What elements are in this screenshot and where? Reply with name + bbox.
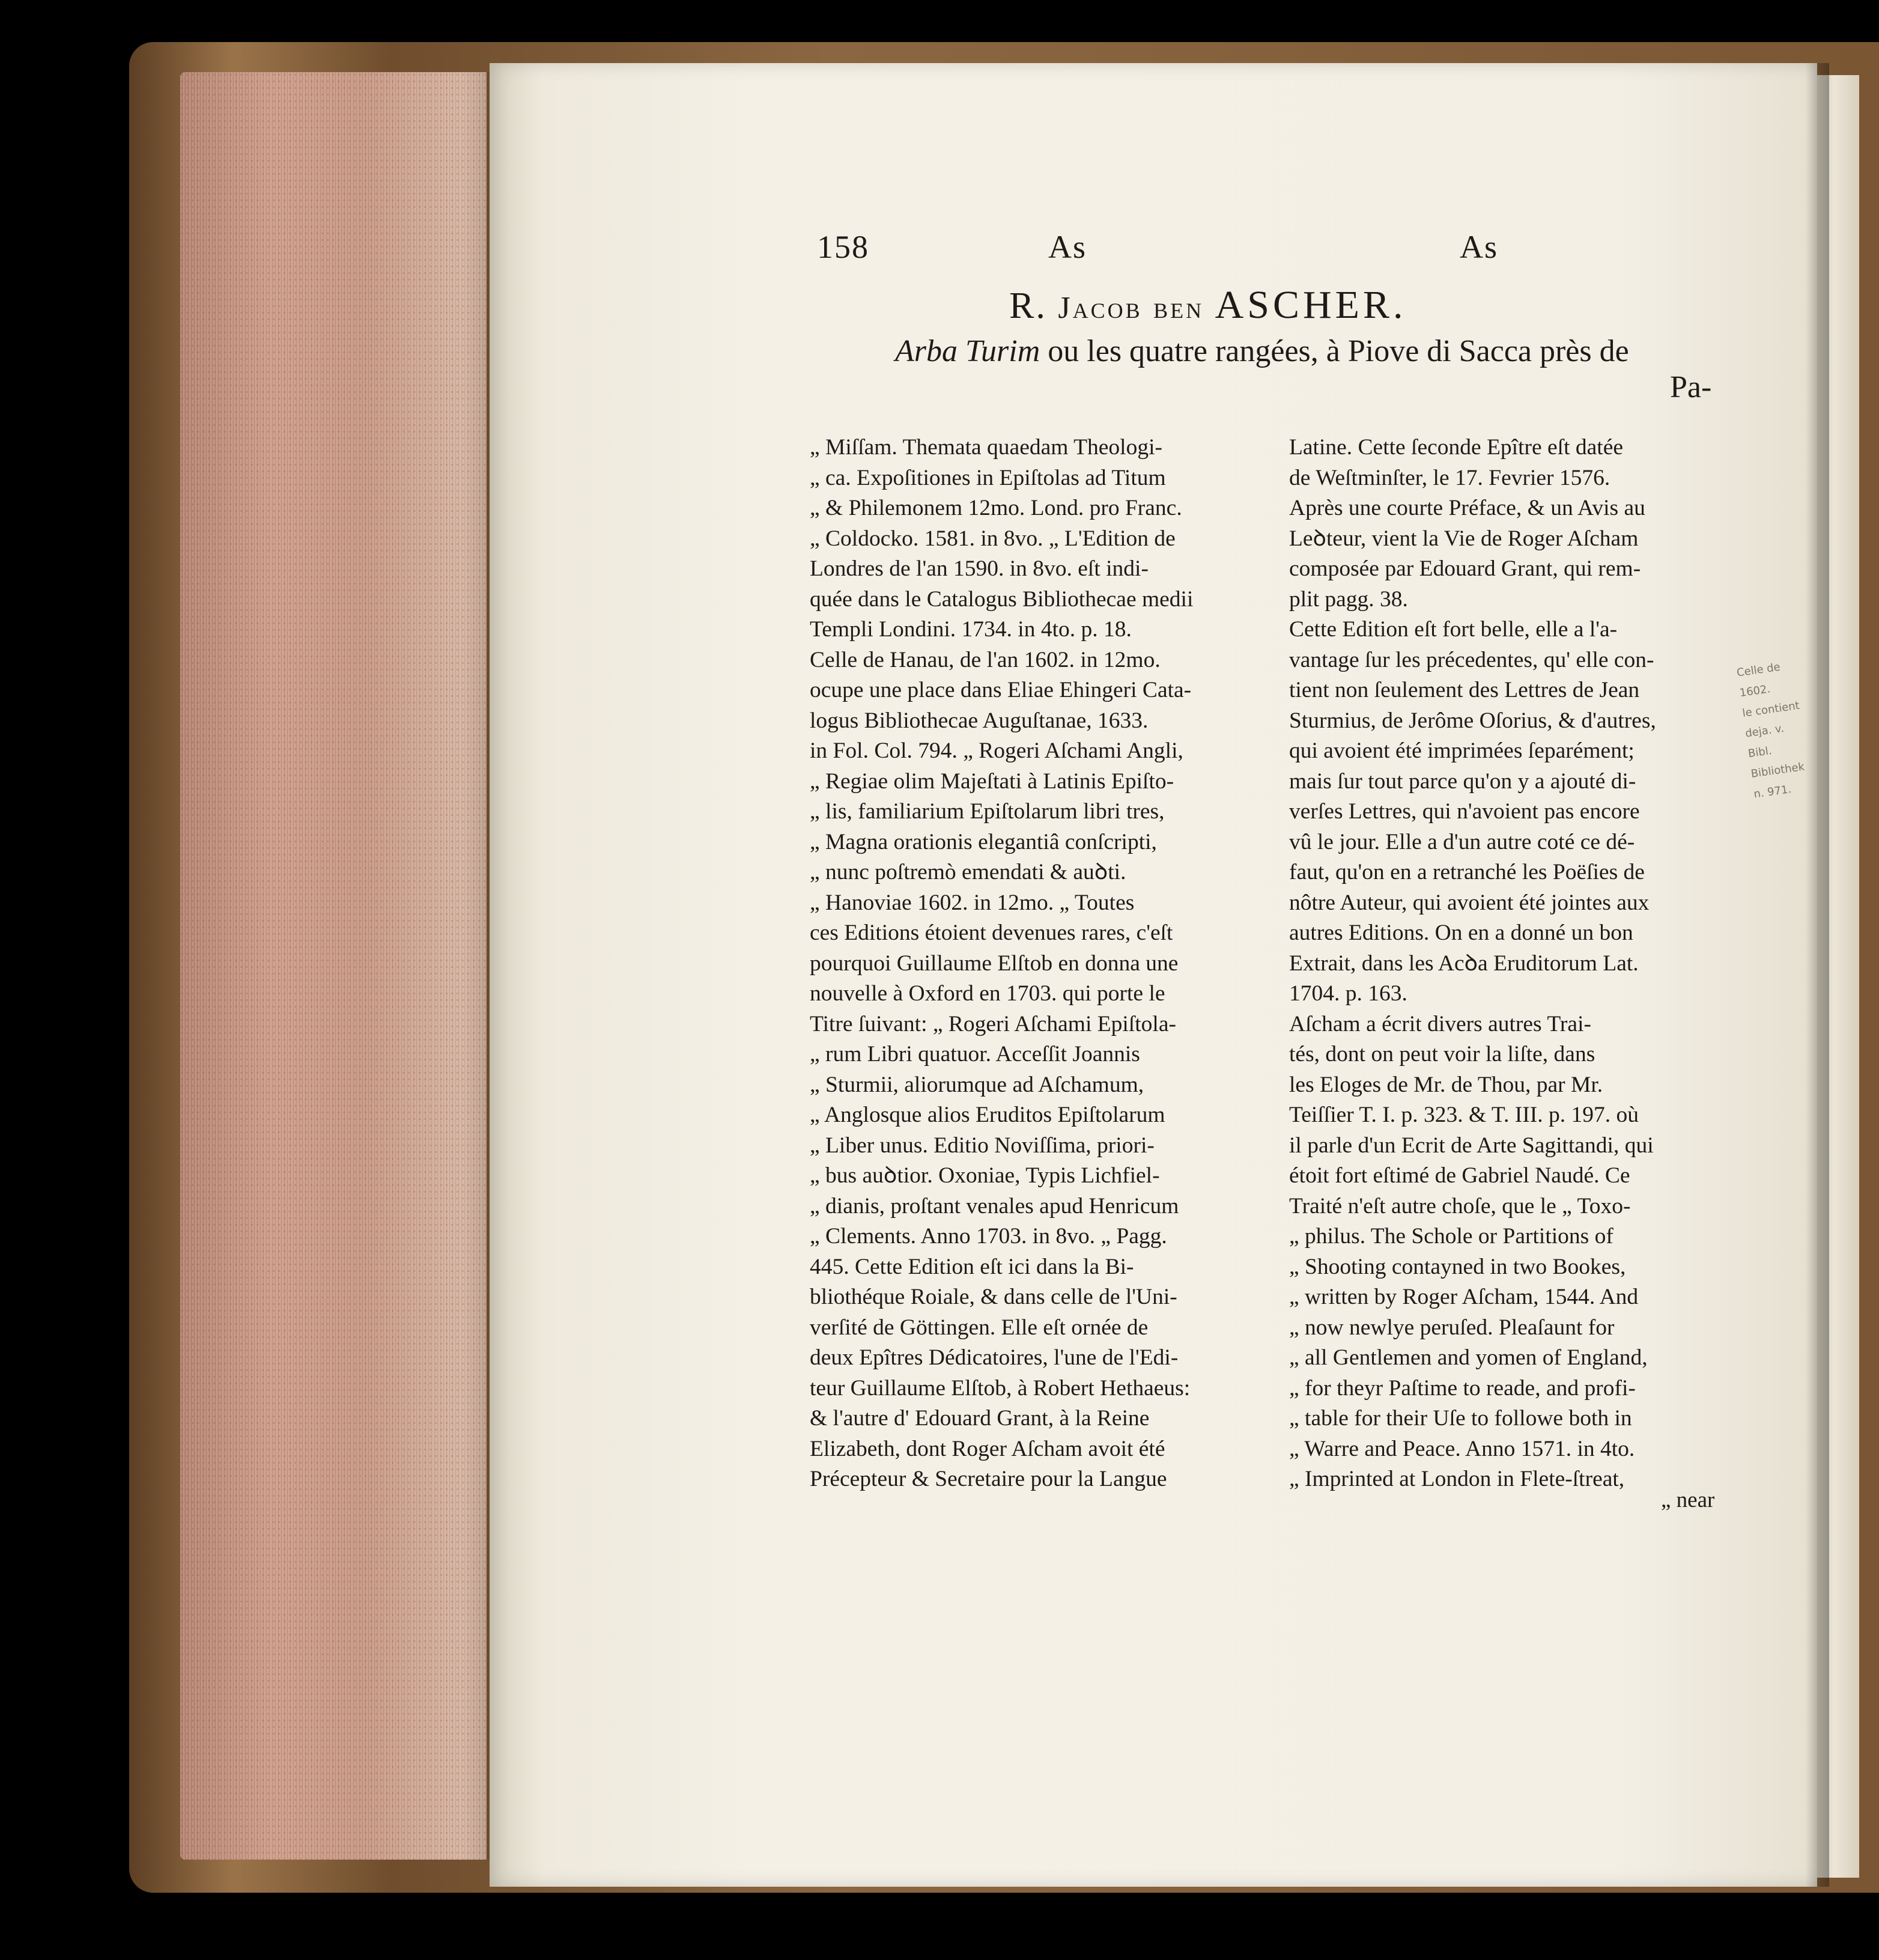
text-line: verſité de Göttingen. Elle eſt ornée de — [810, 1315, 1149, 1340]
text-line: plit pagg. 38. — [1289, 586, 1408, 612]
text-line: autres Editions. On en a donné un bon — [1289, 921, 1633, 945]
text-line: Leꝺteur, vient la Vie de Roger Aſcham — [1289, 526, 1639, 551]
text-line: „ lis, familiarium Epiſtolarum libri tres, — [810, 799, 1165, 824]
text-line: ocupe une place dans Eliae Ehingeri Cata- — [810, 678, 1192, 702]
text-line: nôtre Auteur, qui avoient été jointes aux — [1289, 890, 1650, 915]
text-line: bliothéque Roiale, & dans celle de l'Uni- — [810, 1285, 1177, 1309]
text-line: Londres de l'an 1590. in 8vo. eſt indi- — [810, 556, 1149, 581]
page-gutter-shadow — [1805, 63, 1829, 1887]
text-line: „ all Gentlemen and yomen of England, — [1289, 1345, 1648, 1370]
text-line: „ written by Roger Aſcham, 1544. And — [1289, 1285, 1639, 1309]
text-line: il parle d'un Ecrit de Arte Sagittandi, qui — [1289, 1133, 1654, 1158]
text-line: Titre ſuivant: „ Rogeri Aſchami Epiſtola- — [810, 1011, 1176, 1036]
text-line: Templi Londini. 1734. in 4to. p. 18. — [810, 617, 1132, 642]
page-edges — [180, 72, 487, 1860]
text-line: „ Hanoviae 1602. in 12mo. „ Toutes — [810, 890, 1135, 915]
text-line: „ philus. The Schole or Partitions of — [1289, 1224, 1613, 1249]
entry-heading — [1009, 282, 1610, 328]
text-line: 445. Cette Edition eſt ici dans la Bi- — [810, 1254, 1134, 1279]
text-line: „ rum Libri quatuor. Acceſſit Joannis — [810, 1042, 1140, 1067]
text-line: ces Editions étoient devenues rares, c'eſt — [810, 921, 1173, 945]
text-line: „ nunc poſtremò emendati & auꝺti. — [810, 860, 1126, 884]
text-line: tés, dont on peut voir la liſte, dans — [1289, 1042, 1595, 1067]
text-line: „ Miſſam. Themata quaedam Theologi- — [810, 435, 1162, 460]
text-line: „ Shooting contayned in two Bookes, — [1289, 1254, 1626, 1279]
text-line: „ bus auꝺtior. Oxoniae, Typis Lichfiel- — [810, 1163, 1160, 1188]
text-line: teur Guillaume Elſtob, à Robert Hethaeus: — [810, 1375, 1191, 1401]
text-line: faut, qu'on en a retranché les Poëſies de — [1289, 860, 1645, 884]
margin-note-line: n. 971. — [1753, 783, 1792, 801]
running-head — [0, 228, 1879, 276]
margin-note-line: Celle de 1602. — [1735, 660, 1781, 700]
text-line: vû le jour. Elle a d'un autre coté ce dé- — [1289, 829, 1635, 854]
margin-note-line: le contient — [1741, 699, 1800, 720]
text-line: Celle de Hanau, de l'an 1602. in 12mo. — [810, 647, 1161, 672]
page-number: 158 — [817, 229, 869, 265]
heading-surname: ASCHER. — [1215, 283, 1407, 327]
text-line: Précepteur & Secretaire pour la Langue — [810, 1467, 1167, 1491]
right-text-column — [1289, 433, 1737, 1495]
text-line: nouvelle à Oxford en 1703. qui porte le — [810, 981, 1165, 1006]
text-line: „ now newlye peruſed. Pleaſaunt for — [1289, 1315, 1615, 1340]
text-line: qui avoient été imprimées ſeparément; — [1289, 738, 1635, 763]
text-line: Après une courte Préface, & un Avis au — [1289, 496, 1645, 520]
text-line: quée dans le Catalogus Bibliothecae medii — [810, 586, 1194, 612]
text-line: „ ca. Expoſitiones in Epiſtolas ad Titum — [810, 465, 1166, 490]
text-line: deux Epîtres Dédicatoires, l'une de l'Edi- — [810, 1345, 1179, 1370]
text-line: „ Warre and Peace. Anno 1571. in 4to. — [1289, 1436, 1635, 1461]
text-line: tient non ſeulement des Lettres de Jean — [1289, 678, 1640, 702]
book-title-line — [895, 333, 1742, 369]
running-head-right: As — [1460, 229, 1499, 265]
title-continuation: Pa- — [1670, 370, 1712, 404]
text-line: les Eloges de Mr. de Thou, par Mr. — [1289, 1072, 1603, 1097]
text-line: Traité n'eſt autre choſe, que le „ Toxo- — [1289, 1193, 1631, 1219]
text-line: Latine. Cette ſeconde Epître eſt datée — [1289, 435, 1623, 460]
text-line: „ & Philemonem 12mo. Lond. pro Franc. — [810, 496, 1182, 520]
title-italic: Arba Turim — [895, 334, 1040, 368]
text-line: mais ſur tout parce qu'on y a ajouté di- — [1289, 768, 1636, 794]
margin-note-line: deja. v. Bibl. — [1744, 722, 1785, 761]
text-line: „ table for their Uſe to followe both in — [1289, 1406, 1632, 1431]
margin-note-line: Bibliothek — [1750, 760, 1806, 781]
text-line: „ Imprinted at London in Flete-ſtreat, — [1289, 1467, 1625, 1491]
heading-particle: ben — [1153, 291, 1204, 325]
text-line: composée par Edouard Grant, qui rem- — [1289, 556, 1641, 581]
text-line: Elizabeth, dont Roger Aſcham avoit été — [810, 1436, 1165, 1461]
text-line: „ Anglosque alios Eruditos Epiſtolarum — [810, 1103, 1165, 1127]
running-head-left: As — [1048, 229, 1087, 265]
text-line: „ for theyr Paſtime to reade, and profi- — [1289, 1375, 1636, 1401]
text-line: Sturmius, de Jerôme Oſorius, & d'autres, — [1289, 708, 1656, 733]
text-line: „ dianis, proſtant venales apud Henricum — [810, 1193, 1179, 1219]
text-line: vantage ſur les précedentes, qu' elle con- — [1289, 647, 1654, 672]
text-line: étoit fort eſtimé de Gabriel Naudé. Ce — [1289, 1163, 1630, 1188]
text-line: „ Coldocko. 1581. in 8vo. „ L'Edition de — [810, 526, 1176, 551]
text-line: Cette Edition eſt fort belle, elle a l'a- — [1289, 617, 1618, 642]
text-line: Aſcham a écrit divers autres Trai- — [1289, 1011, 1591, 1036]
text-line: & l'autre d' Edouard Grant, à la Reine — [810, 1406, 1150, 1431]
title-text: ou les quatre rangées, à Piove di Sacca près de — [1040, 334, 1629, 368]
catchword: „ near — [1661, 1488, 1715, 1512]
text-line: Extrait, dans les Acꝺa Eruditorum Lat. — [1289, 951, 1639, 976]
text-line: verſes Lettres, qui n'avoient pas encore — [1289, 799, 1640, 824]
text-line: „ Sturmii, aliorumque ad Aſchamum, — [810, 1072, 1144, 1097]
text-line: „ Magna orationis elegantiâ conſcripti, — [810, 829, 1157, 854]
text-line: „ Liber unus. Editio Noviſſima, priori- — [810, 1133, 1155, 1158]
text-line: 1704. p. 163. — [1289, 981, 1407, 1006]
left-text-column — [810, 433, 1261, 1495]
heading-prefix: R. — [1009, 285, 1047, 326]
text-line: in Fol. Col. 794. „ Rogeri Aſchami Angli, — [810, 738, 1183, 763]
text-line: pourquoi Guillaume Elſtob en donna une — [810, 951, 1179, 976]
text-line: „ Regiae olim Majeſtati à Latinis Epiſto- — [810, 768, 1174, 794]
text-line: „ Clements. Anno 1703. in 8vo. „ Pagg. — [810, 1224, 1167, 1249]
text-line: de Weſtminſter, le 17. Fevrier 1576. — [1289, 465, 1610, 490]
text-line: logus Bibliothecae Auguſtanae, 1633. — [810, 708, 1149, 733]
text-line: Teiſſier T. I. p. 323. & T. III. p. 197. où — [1289, 1103, 1639, 1127]
heading-first-name: Jacob — [1058, 291, 1143, 325]
